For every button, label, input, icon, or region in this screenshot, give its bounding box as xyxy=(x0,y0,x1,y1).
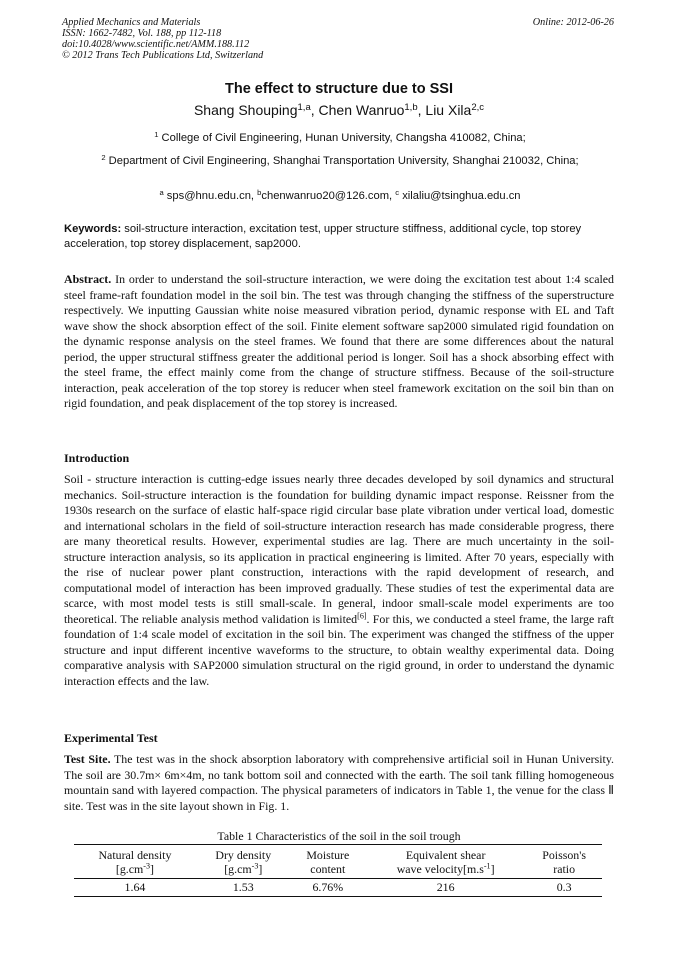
journal-issn: ISSN: 1662-7482, Vol. 188, pp 112-118 xyxy=(62,28,222,39)
column-header xyxy=(74,845,196,879)
journal-name: Applied Mechanics and Materials xyxy=(62,17,201,28)
table-cell: 1.53 xyxy=(196,879,291,897)
column-header xyxy=(196,845,291,879)
column-header-line2: [g.cm xyxy=(224,862,252,876)
column-header-line2: [g.cm xyxy=(115,862,144,876)
unit-exponent: -3 xyxy=(143,861,151,871)
citation-ref: [6] xyxy=(357,611,367,621)
introduction-heading: Introduction xyxy=(64,451,130,465)
author-affil-mark: 1,a xyxy=(297,101,311,113)
journal-header xyxy=(62,17,263,61)
introduction-paragraph xyxy=(64,472,614,689)
email-text: xilaliu@tsinghua.edu.cn xyxy=(399,190,521,202)
author-name: Chen Wanruo xyxy=(318,102,405,118)
email-text: sps@hnu.edu.cn, xyxy=(163,190,258,202)
journal-doi: doi:10.4028/www.scientific.net/AMM.188.112 xyxy=(62,39,250,50)
table-header-row xyxy=(74,845,602,879)
paper-title: The effect to structure due to SSI xyxy=(225,81,453,97)
abstract-paragraph xyxy=(64,272,614,412)
soil-characteristics-table xyxy=(74,844,602,897)
column-header xyxy=(365,845,526,879)
email-mark: b xyxy=(257,187,262,197)
column-header-line1: Equivalent shear xyxy=(405,848,486,862)
experimental-test-heading: Experimental Test xyxy=(64,731,158,745)
column-header-line2: content xyxy=(310,862,346,876)
column-header-line2-end: ] xyxy=(258,862,263,876)
author-name: Liu Xila xyxy=(425,102,472,118)
intro-text: Soil - structure interaction is cutting-edge issues nearly three decades developed by soil dynamics and structural mechanics. Soil-structure interaction is the foundation for building dynamic impact response. Reissner from the 1930s research on the surface of elastic half-space rigid circular base plate vibration under vertical load, domestic and international scholars in the field of soil-structure interaction research has made considerable progress, there are many theoretical results. However, experimental studies are lag. There are much uncertainty in the soil-structure interaction analysis, so its application in practical engineering is limited. After 70 years, especially with the rise of nuclear power plant construction, interactions with the rapid development of research, and computational model of interaction has been improved gradually. These studies of test the experimental data are scarce, with most model tests is still small-scale. In general, indoor small-scale model experiments are too theoretical. The reliable analysis method validation is limited xyxy=(64,472,614,626)
affiliation-mark: 2 xyxy=(101,152,106,162)
keywords xyxy=(64,222,614,252)
intro-text-continued: . For this, we conducted a steel frame, the large raft foundation of 1:4 scale model of excitation in the soil bin. The experiment was changed the stiffness of the upper structure and input different incentive waveforms to the structure, to obtain wealthy experimental data. Doing comparative analysis with SAP2000 simulation structural on the rigid ground, in order to understand the dynamic interaction effects and the law. xyxy=(64,611,614,688)
table-caption: Table 1 Characteristics of the soil in the soil trough xyxy=(217,829,461,843)
unit-exponent: -1 xyxy=(483,861,491,871)
abstract-text: In order to understand the soil-structure interaction, we were doing the excitation test about 1:4 scaled steel frame-raft foundation model in the soil bin. The test was through changing the stiffness of the superstructure respectively. We inputting Gaussian white noise measured vibration period, dynamic response with EL and Taft wave show the shock absorption effect of the soil. Finite element software sap2000 simulated rigid foundation on the dynamic response analysis on the steel frames. We found that there are some differences about the natural period, the upper structural stiffness greater the additional period is longer. Soil has a shock absorbing effect with the steel frame, the effect mainly come from the change of structure stiffness. Because of the soil-structure interaction, peak acceleration of the top storey is reducer when steel framework excitation on the soil bin than on rigid foundation, and peak displacement of the top storey is increased. xyxy=(64,272,614,410)
author-affil-mark: 2,c xyxy=(471,101,485,113)
author-list xyxy=(0,102,678,118)
unit-exponent: -3 xyxy=(251,861,259,871)
test-site-paragraph xyxy=(64,752,614,814)
column-header-line1: Poisson's xyxy=(542,848,587,862)
affiliation-1 xyxy=(80,131,600,146)
author-name: Shang Shouping xyxy=(193,102,298,118)
keywords-text: soil-structure interaction, excitation test, upper structure stiffness, additional cycle, top storey acceleration, top storey displacement, sap2000. xyxy=(64,223,582,250)
table-row xyxy=(74,879,602,897)
test-site-text: The test was in the shock absorption laboratory with comprehensive artificial soil in Hunan University. The soil are 30.7m× 6m×4m, no tank bottom soil and connected with the earth. The soil tank filling homogeneous mountain sand with layered compaction. The physical parameters of indicators in Table 1, the venue for the class Ⅱ site. Test was in the site layout shown in Fig. 1. xyxy=(64,752,614,813)
author-emails xyxy=(80,189,600,204)
email-mark: a xyxy=(159,187,164,197)
column-header-line2-end: ] xyxy=(490,862,495,876)
column-header-line2: ratio xyxy=(553,862,576,876)
table-cell: 0.3 xyxy=(526,879,602,897)
table-cell: 6.76% xyxy=(291,879,365,897)
online-date: Online: 2012-06-26 xyxy=(532,17,614,28)
abstract-label: Abstract. xyxy=(64,272,112,286)
test-site-label: Test Site. xyxy=(64,752,111,766)
column-header-line2: wave velocity[m.s xyxy=(396,862,484,876)
email-text: chenwanruo20@126.com, xyxy=(261,190,396,202)
column-header xyxy=(526,845,602,879)
affiliation-mark: 1 xyxy=(154,129,159,139)
email-mark: c xyxy=(395,187,400,197)
author-separator: , xyxy=(310,102,319,118)
column-header-line1: Natural density xyxy=(98,848,172,862)
affiliation-2 xyxy=(80,154,600,169)
column-header xyxy=(291,845,365,879)
author-affil-mark: 1,b xyxy=(404,101,418,113)
table-cell: 1.64 xyxy=(74,879,196,897)
affiliation-text: Department of Civil Engineering, Shanghai Transportation University, Shanghai 210032, China; xyxy=(105,155,579,167)
table-cell: 216 xyxy=(365,879,526,897)
column-header-line2-end: ] xyxy=(150,862,154,876)
column-header-line1: Moisture xyxy=(306,848,350,862)
column-header-line1: Dry density xyxy=(215,848,272,862)
journal-copyright: © 2012 Trans Tech Publications Ltd, Switzerland xyxy=(62,50,264,61)
author-separator: , xyxy=(417,102,426,118)
affiliation-text: College of Civil Engineering, Hunan University, Changsha 410082, China; xyxy=(158,132,526,144)
keywords-label: Keywords: xyxy=(64,223,122,235)
